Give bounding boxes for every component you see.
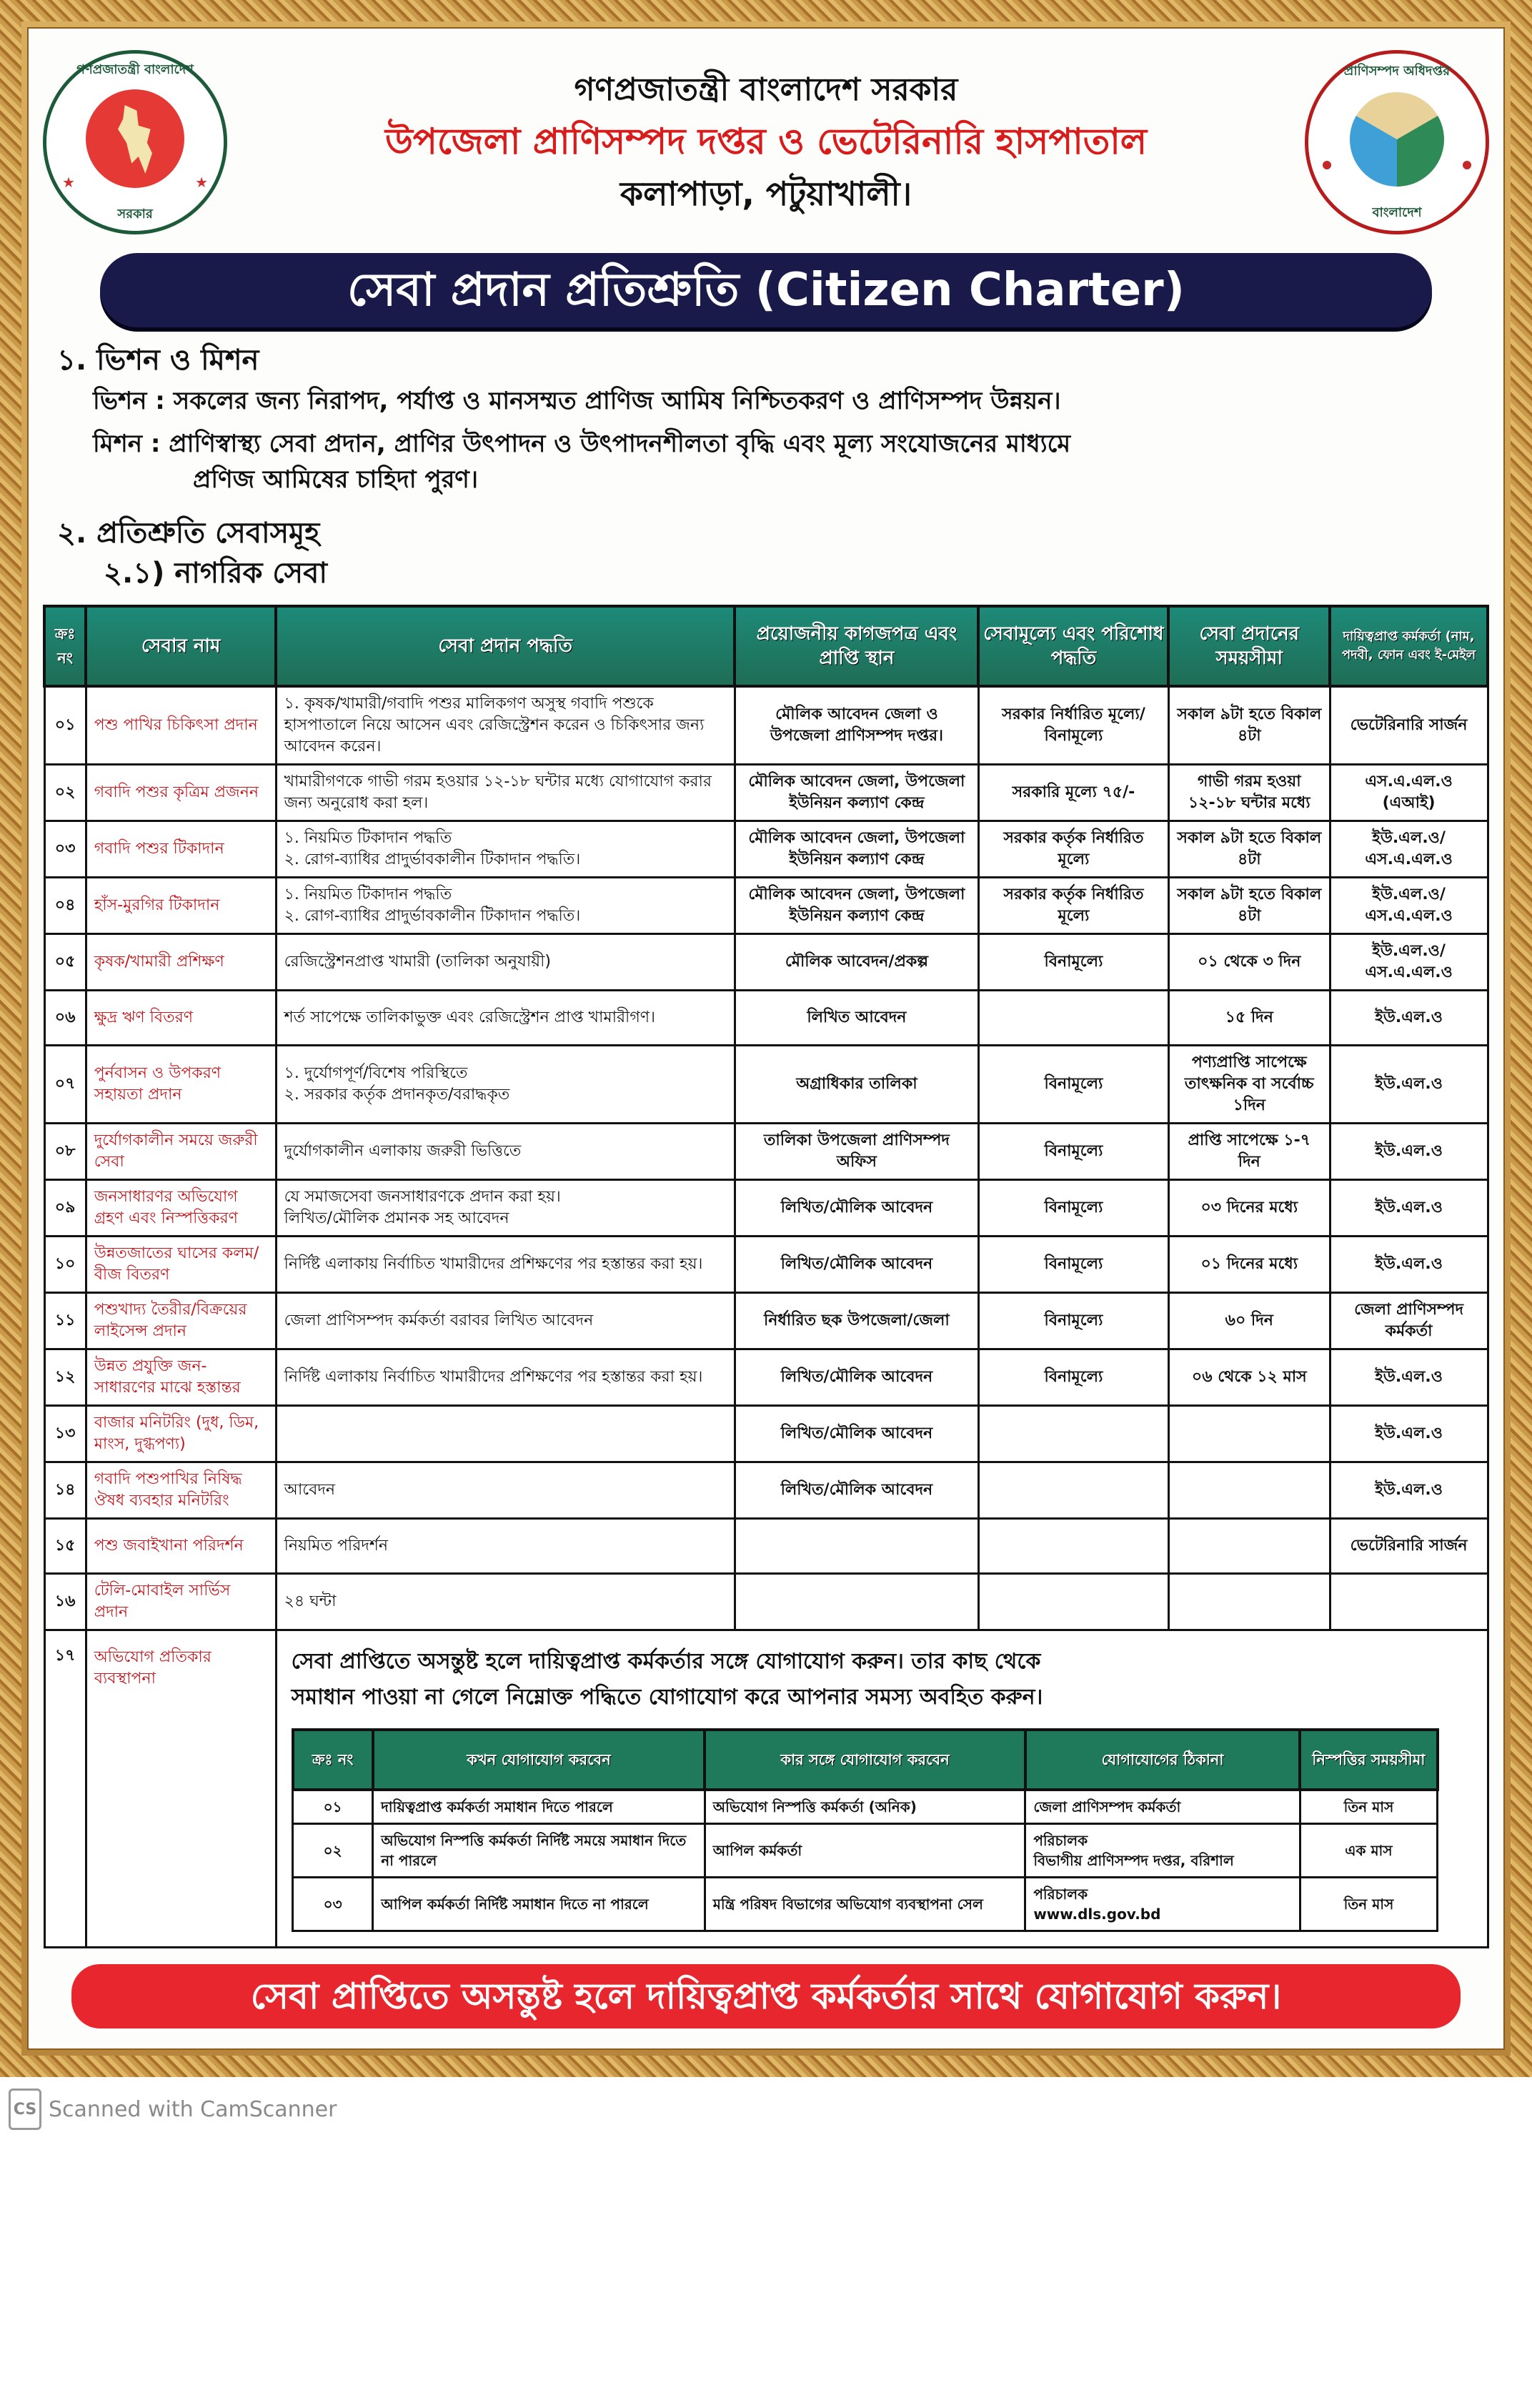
service-documents: লিখিত/মৌলিক আবেদন [735, 1462, 978, 1519]
service-serial: ০৩ [44, 821, 86, 878]
service-fee: বিনামূল্যে [978, 1237, 1168, 1293]
grievance-deadline-cell: এক মাস [1300, 1824, 1437, 1878]
grievance-serial-cell: ০১ [293, 1790, 373, 1824]
service-method [276, 1046, 735, 1124]
website-link[interactable]: www.dls.gov.bd [1033, 1906, 1161, 1923]
service-documents: অগ্রাধিকার তালিকা [735, 1046, 978, 1124]
service-documents: লিখিত/মৌলিক আবেদন [735, 1237, 978, 1293]
page-header [43, 50, 1489, 234]
service-time: ৬০ দিন [1168, 1293, 1330, 1349]
service-documents: লিখিত/মৌলিক আবেদন [735, 1180, 978, 1237]
col-header-method: সেবা প্রদান পদ্ধতি [276, 606, 735, 686]
bangladesh-map-icon [118, 105, 152, 174]
service-fee: বিনামূল্যে [978, 1124, 1168, 1180]
grievance-when-cell: অভিযোগ নিস্পত্তি কর্মকর্তা নির্দিষ্ট সময়ে সমাধান দিতে না পারলে [373, 1824, 705, 1878]
service-name: দুর্যোগকালীন সময়ে জরুরী সেবা [86, 1124, 276, 1180]
left-logo-top-text: গণপ্রজাতন্ত্রী বাংলাদেশ [76, 62, 194, 77]
service-name: বাজার মনিটরিং (দুধ, ডিম, মাংস, দুগ্ধপণ্য) [86, 1406, 276, 1462]
service-time [1168, 1406, 1330, 1462]
service-row [44, 1046, 1488, 1124]
method-line: শর্ত সাপেক্ষে তালিকাভুক্ত এবং রেজিস্ট্রেশন প্রাপ্ত খামারীগণ। [284, 1009, 655, 1026]
service-serial: ০৯ [44, 1180, 86, 1237]
method-line: যে সমাজসেবা জনসাধারণকে প্রদান করা হয়। [284, 1188, 561, 1206]
service-time [1168, 1574, 1330, 1630]
address-line: জেলা প্রাণিসম্পদ কর্মকর্তা [1033, 1798, 1181, 1815]
service-officer: ইউ.এল.ও/ এস.এ.এল.ও [1330, 934, 1488, 991]
service-row [44, 821, 1488, 878]
service-row [44, 686, 1488, 765]
service-officer: ইউ.এল.ও [1330, 1046, 1488, 1124]
service-time: ০৬ থেকে ১২ মাস [1168, 1349, 1330, 1406]
bangladesh-govt-seal-icon [43, 50, 227, 234]
service-row [44, 765, 1488, 821]
service-fee [978, 991, 1168, 1046]
service-officer: জেলা প্রাণিসম্পদ কর্মকর্তা [1330, 1293, 1488, 1349]
service-time: সকাল ৯টা হতে বিকাল ৪টা [1168, 686, 1330, 765]
mission-text [93, 426, 1489, 497]
star-icon: ★ [195, 174, 208, 191]
right-logo-top-text: প্রাণিসম্পদ অধিদপ্তর [1343, 64, 1451, 79]
header-titles [242, 69, 1290, 216]
service-name: টেলি-মোবাইল সার্ভিস প্রদান [86, 1574, 276, 1630]
service-officer: ইউ.এল.ও [1330, 1406, 1488, 1462]
charter-sheet [27, 27, 1505, 2050]
grievance-table-row [293, 1878, 1438, 1931]
grievance-service-name: অভিযোগ প্রতিকার ব্যবস্থাপনা [86, 1630, 276, 1948]
service-row [44, 991, 1488, 1046]
service-officer: ইউ.এল.ও [1330, 1237, 1488, 1293]
services-table [43, 605, 1489, 1948]
method-line: খামারীগণকে গাভী গরম হওয়ার ১২-১৮ ঘন্টার মধ্যে যোগাযোগ করার জন্য অনুরোধ করা হল। [284, 773, 712, 812]
service-officer: ইউ.এল.ও/ এস.এ.এল.ও [1330, 821, 1488, 878]
service-time [1168, 1462, 1330, 1519]
service-serial: ০৫ [44, 934, 86, 991]
service-method [276, 1349, 735, 1406]
grievance-whom-cell: আপিল কর্মকর্তা [705, 1824, 1025, 1878]
service-method [276, 1574, 735, 1630]
service-serial: ০২ [44, 765, 86, 821]
grievance-when-cell: দায়িত্বপ্রাপ্ত কর্মকর্তা সমাধান দিতে পারলে [373, 1790, 705, 1824]
service-fee: বিনামূল্যে [978, 1293, 1168, 1349]
service-method [276, 878, 735, 934]
service-documents: মৌলিক আবেদন জেলা, উপজেলা ইউনিয়ন কল্যাণ কেন্দ্র [735, 765, 978, 821]
service-method [276, 1293, 735, 1349]
grievance-table-row [293, 1790, 1438, 1824]
camscanner-text: Scanned with CamScanner [49, 2096, 337, 2122]
service-time: ০৩ দিনের মধ্যে [1168, 1180, 1330, 1237]
method-line: ২. রোগ-ব্যাধির প্রাদুর্ভাবকালীন টিকাদান পদ্ধতি। [284, 907, 581, 925]
service-time: সকাল ৯টা হতে বিকাল ৪টা [1168, 878, 1330, 934]
service-officer: ইউ.এল.ও [1330, 1124, 1488, 1180]
service-name: পশুখাদ্য তৈরীর/বিক্রয়ের লাইসেন্স প্রদান [86, 1293, 276, 1349]
service-fee: সরকারি মূল্যে ৭৫/- [978, 765, 1168, 821]
service-row [44, 934, 1488, 991]
method-line: জেলা প্রাণিসম্পদ কর্মকর্তা বরাবর লিখিত আবেদন [284, 1312, 594, 1329]
frame-bevel [21, 21, 1511, 2056]
service-documents: নির্ধারিত ছক উপজেলা/জেলা [735, 1293, 978, 1349]
grievance-content [276, 1630, 1488, 1948]
service-fee [978, 1574, 1168, 1630]
service-name: গবাদি পশুপাখির নিষিদ্ধ ঔষধ ব্যবহার মনিটরিং [86, 1462, 276, 1519]
method-line: নির্দিষ্ট এলাকায় নির্বাচিত খামারীদের প্রশিক্ষণের পর হস্তান্তর করা হয়। [284, 1368, 703, 1386]
dot-icon [1463, 161, 1471, 169]
service-row [44, 1237, 1488, 1293]
service-officer: ইউ.এল.ও [1330, 1349, 1488, 1406]
service-method [276, 1180, 735, 1237]
grievance-intro-line-1: সেবা প্রাপ্তিতে অসন্তুষ্ট হলে দায়িত্বপ্রাপ্ত কর্মকর্তার সঙ্গে যোগাযোগ করুন। তার কাছ থেকে [291, 1649, 1041, 1674]
service-fee: বিনামূল্যে [978, 1349, 1168, 1406]
method-line: ১. নিয়মিত টিকাদান পদ্ধতি [284, 886, 452, 903]
method-line: আবেদন [284, 1481, 336, 1499]
method-line: ২. সরকার কর্তৃক প্রদানকৃত/বরাদ্ধকৃত [284, 1086, 510, 1104]
grievance-serial-cell: ০৩ [293, 1878, 373, 1931]
service-documents: লিখিত/মৌলিক আবেদন [735, 1349, 978, 1406]
service-row [44, 1124, 1488, 1180]
service-method [276, 934, 735, 991]
vision-text: ভিশন : সকলের জন্য নিরাপদ, পর্যাপ্ত ও মানসম্মত প্রাণিজ আমিষ নিশ্চিতকরণ ও প্রাণিসম্পদ উন্নয়ন। [93, 387, 1061, 415]
service-row [44, 878, 1488, 934]
col-header-documents: প্রয়োজনীয় কাগজপত্র এবং প্রাপ্তি স্থান [735, 606, 978, 686]
service-name: পুর্নবাসন ও উপকরণ সহায়তা প্রদান [86, 1046, 276, 1124]
service-fee: বিনামূল্যে [978, 934, 1168, 991]
service-method [276, 1406, 735, 1462]
service-name: উন্নতজাতের ঘাসের কলম/বীজ বিতরণ [86, 1237, 276, 1293]
service-officer: ভেটেরিনারি সার্জন [1330, 686, 1488, 765]
method-line: ২৪ ঘন্টা [284, 1592, 337, 1610]
grievance-serial-cell: ০২ [293, 1824, 373, 1878]
service-name: পশু পাখির চিকিৎসা প্রদান [86, 686, 276, 765]
service-name: উন্নত প্রযুক্তি জন-সাধারণের মাঝে হস্তান্তর [86, 1349, 276, 1406]
section-services-heading: ২. প্রতিশ্রুতি সেবাসমূহ [57, 517, 320, 550]
service-officer: ইউ.এল.ও/ এস.এ.এল.ও [1330, 878, 1488, 934]
method-line: ১. দুর্যোগপূর্ণ/বিশেষ পরিস্থিতে [284, 1064, 468, 1082]
left-logo-bottom-text: সরকার [117, 207, 153, 222]
dls-seal-icon [1305, 50, 1489, 234]
method-line: লিখিত/মৌলিক প্রমানক সহ আবেদন [284, 1209, 509, 1227]
col-header-service-name: সেবার নাম [86, 606, 276, 686]
service-fee: বিনামূল্যে [978, 1180, 1168, 1237]
grievance-when-cell: আপিল কর্মকর্তা নির্দিষ্ট সমাধান দিতে না পারলে [373, 1878, 705, 1931]
service-time: প্রাপ্তি সাপেক্ষে ১-৭ দিন [1168, 1124, 1330, 1180]
g-col-deadline: নিস্পত্তির সময়সীমা [1300, 1730, 1437, 1790]
service-fee [978, 1519, 1168, 1574]
service-serial: ০৭ [44, 1046, 86, 1124]
g-col-address: যোগাযোগের ঠিকানা [1025, 1730, 1300, 1790]
grievance-table [292, 1728, 1439, 1932]
col-header-officer: দায়িত্বপ্রাপ্ত কর্মকর্তা (নাম, পদবী, ফোন এবং ই-মেইল [1330, 606, 1488, 686]
service-time: ০১ থেকে ৩ দিন [1168, 934, 1330, 991]
service-serial: ০৬ [44, 991, 86, 1046]
service-time: ১৫ দিন [1168, 991, 1330, 1046]
service-serial: ১৪ [44, 1462, 86, 1519]
service-officer [1330, 1574, 1488, 1630]
service-row [44, 1462, 1488, 1519]
service-row [44, 1574, 1488, 1630]
grievance-table-header [293, 1730, 1438, 1790]
service-row [44, 1180, 1488, 1237]
service-name: পশু জবাইখানা পরিদর্শন [86, 1519, 276, 1574]
service-documents: লিখিত আবেদন [735, 991, 978, 1046]
service-serial: ১৫ [44, 1519, 86, 1574]
grievance-address-cell [1025, 1790, 1300, 1824]
service-fee: বিনামূল্যে [978, 1046, 1168, 1124]
service-method [276, 1237, 735, 1293]
col-header-fee: সেবামূল্যে এবং পরিশোধ পদ্ধতি [978, 606, 1168, 686]
service-time: সকাল ৯টা হতে বিকাল ৪টা [1168, 821, 1330, 878]
service-documents: মৌলিক আবেদন জেলা, উপজেলা ইউনিয়ন কল্যাণ কেন্দ্র [735, 821, 978, 878]
grievance-intro [292, 1644, 1480, 1715]
grievance-address-cell [1025, 1824, 1300, 1878]
dot-icon [1323, 161, 1331, 169]
star-icon: ★ [62, 174, 75, 191]
g-col-serial: ক্রঃ নং [293, 1730, 373, 1790]
g-col-whom: কার সঙ্গে যোগাযোগ করবেন [705, 1730, 1025, 1790]
service-method [276, 686, 735, 765]
service-serial: ১৬ [44, 1574, 86, 1630]
office-title: উপজেলা প্রাণিসম্পদ দপ্তর ও ভেটেরিনারি হাসপাতাল [384, 121, 1148, 162]
service-name: হাঁস-মুরগির টিকাদান [86, 878, 276, 934]
service-fee [978, 1462, 1168, 1519]
service-serial: ০৮ [44, 1124, 86, 1180]
service-serial: ১৩ [44, 1406, 86, 1462]
method-line: ১. কৃষক/খামারী/গবাদি পশুর মালিকগণ অসুস্থ গবাদি পশুকে হাসপাতালে নিয়ে আসেন এবং রেজিস্ট্রেশন করেন ও চিকিৎসার জন্য আবেদন করেন। [284, 695, 705, 755]
service-officer: এস.এ.এল.ও (এআই) [1330, 765, 1488, 821]
method-line: নিয়মিত পরিদর্শন [284, 1537, 389, 1555]
col-header-time: সেবা প্রদানের সময়সীমা [1168, 606, 1330, 686]
grievance-address-cell [1025, 1878, 1300, 1931]
camscanner-logo-icon: CS [9, 2089, 41, 2130]
service-name: জনসাধারণর অভিযোগ গ্রহণ এবং নিস্পত্তিকরণ [86, 1180, 276, 1237]
service-fee [978, 1406, 1168, 1462]
address-line: বিভাগীয় প্রাণিসম্পদ দপ্তর, বরিশাল [1033, 1852, 1234, 1869]
method-line: ১. নিয়মিত টিকাদান পদ্ধতি [284, 829, 452, 847]
service-time: পণ্যপ্রাপ্তি সাপেক্ষে তাৎক্ষনিক বা সর্বোচ্চ ১দিন [1168, 1046, 1330, 1124]
method-line: ২. রোগ-ব্যাধির প্রাদুর্ভাবকালীন টিকাদান পদ্ধতি। [284, 851, 581, 868]
mission-line-2: প্রণিজ আমিষের চাহিদা পুরণ। [193, 465, 478, 494]
service-serial: ১০ [44, 1237, 86, 1293]
service-row [44, 1519, 1488, 1574]
service-row [44, 1406, 1488, 1462]
service-method [276, 1462, 735, 1519]
livestock-emblem-icon [1333, 75, 1461, 204]
address-line: পরিচালক [1033, 1886, 1088, 1903]
grievance-serial: ১৭ [44, 1630, 86, 1948]
citizen-charter-banner: সেবা প্রদান প্রতিশ্রুতি (Citizen Charter) [100, 253, 1432, 327]
service-fee: সরকার নির্ধারিত মূল্যে/বিনামূল্যে [978, 686, 1168, 765]
service-documents: মৌলিক আবেদন/প্রকল্প [735, 934, 978, 991]
services-table-header [44, 606, 1488, 686]
service-row [44, 1293, 1488, 1349]
service-time: গাভী গরম হওয়া ১২-১৮ ঘন্টার মধ্যে [1168, 765, 1330, 821]
service-documents: লিখিত/মৌলিক আবেদন [735, 1406, 978, 1462]
service-serial: ১২ [44, 1349, 86, 1406]
service-time: ০১ দিনের মধ্যে [1168, 1237, 1330, 1293]
service-fee: সরকার কর্তৃক নির্ধারিত মূল্যে [978, 821, 1168, 878]
service-method [276, 821, 735, 878]
service-documents [735, 1519, 978, 1574]
contact-officer-banner: সেবা প্রাপ্তিতে অসন্তুষ্ট হলে দায়িত্বপ্রাপ্ত কর্মকর্তার সাথে যোগাযোগ করুন। [71, 1964, 1461, 2028]
grievance-deadline-cell: তিন মাস [1300, 1790, 1437, 1824]
grievance-whom-cell: অভিযোগ নিস্পত্তি কর্মকর্তা (অনিক) [705, 1790, 1025, 1824]
grievance-row [44, 1630, 1488, 1948]
camscanner-watermark [9, 2089, 1532, 2130]
service-serial: ০১ [44, 686, 86, 765]
service-row [44, 1349, 1488, 1406]
service-officer: ইউ.এল.ও [1330, 1180, 1488, 1237]
mission-line-1: মিশন : প্রাণিস্বাস্থ্য সেবা প্রদান, প্রাণির উৎপাদন ও উৎপাদনশীলতা বৃদ্ধি এবং মূল্য সংযোজনের মাধ্যমে [93, 430, 1071, 458]
service-documents [735, 1574, 978, 1630]
service-documents: মৌলিক আবেদন জেলা ও উপজেলা প্রাণিসম্পদ দপ্তর। [735, 686, 978, 765]
service-serial: ০৪ [44, 878, 86, 934]
service-method [276, 765, 735, 821]
location-title: কলাপাড়া, পটুয়াখালী। [620, 174, 912, 213]
service-fee: সরকার কর্তৃক নির্ধারিত মূল্যে [978, 878, 1168, 934]
service-officer: ইউ.এল.ও [1330, 1462, 1488, 1519]
grievance-intro-line-2: সমাধান পাওয়া না গেলে নিম্নোক্ত পদ্ধিতে যোগাযোগ করে আপনার সমস্য অবহিত করুন। [291, 1685, 1043, 1710]
service-documents: মৌলিক আবেদন জেলা, উপজেলা ইউনিয়ন কল্যাণ কেন্দ্র [735, 878, 978, 934]
grievance-whom-cell: মন্ত্রি পরিষদ বিভাগের অভিযোগ ব্যবস্থাপনা সেল [705, 1878, 1025, 1931]
service-name: গবাদি পশুর টিকাদান [86, 821, 276, 878]
grievance-table-row [293, 1824, 1438, 1878]
service-method [276, 991, 735, 1046]
service-name: ক্ষুদ্র ঋণ বিতরণ [86, 991, 276, 1046]
col-header-serial: ক্রঃ নং [44, 606, 86, 686]
citizen-services-subheading: ২.১) নাগরিক সেবা [104, 557, 327, 590]
section-vision-mission-heading: ১. ভিশন ও মিশন [57, 344, 259, 377]
service-officer: ইউ.এল.ও [1330, 991, 1488, 1046]
method-line: রেজিস্ট্রেশনপ্রাপ্ত খামারী (তালিকা অনুযায়ী) [284, 953, 551, 971]
service-serial: ১১ [44, 1293, 86, 1349]
service-time [1168, 1519, 1330, 1574]
government-title: গণপ্রজাতন্ত্রী বাংলাদেশ সরকার [574, 71, 958, 108]
grievance-deadline-cell: তিন মাস [1300, 1878, 1437, 1931]
right-logo-bottom-text: বাংলাদেশ [1372, 205, 1422, 220]
service-officer: ভেটেরিনারি সার্জন [1330, 1519, 1488, 1574]
method-line: নির্দিষ্ট এলাকায় নির্বাচিত খামারীদের প্রশিক্ষণের পর হস্তান্তর করা হয়। [284, 1255, 703, 1273]
service-method [276, 1124, 735, 1180]
g-col-when: কখন যোগাযোগ করবেন [373, 1730, 705, 1790]
service-name: গবাদি পশুর কৃত্রিম প্রজনন [86, 765, 276, 821]
service-documents: তালিকা উপজেলা প্রাণিসম্পদ অফিস [735, 1124, 978, 1180]
address-line: পরিচালক [1033, 1832, 1088, 1849]
service-method [276, 1519, 735, 1574]
service-name: কৃষক/খামারী প্রশিক্ষণ [86, 934, 276, 991]
method-line: দুর্যোগকালীন এলাকায় জরুরী ভিত্তিতে [284, 1142, 522, 1160]
